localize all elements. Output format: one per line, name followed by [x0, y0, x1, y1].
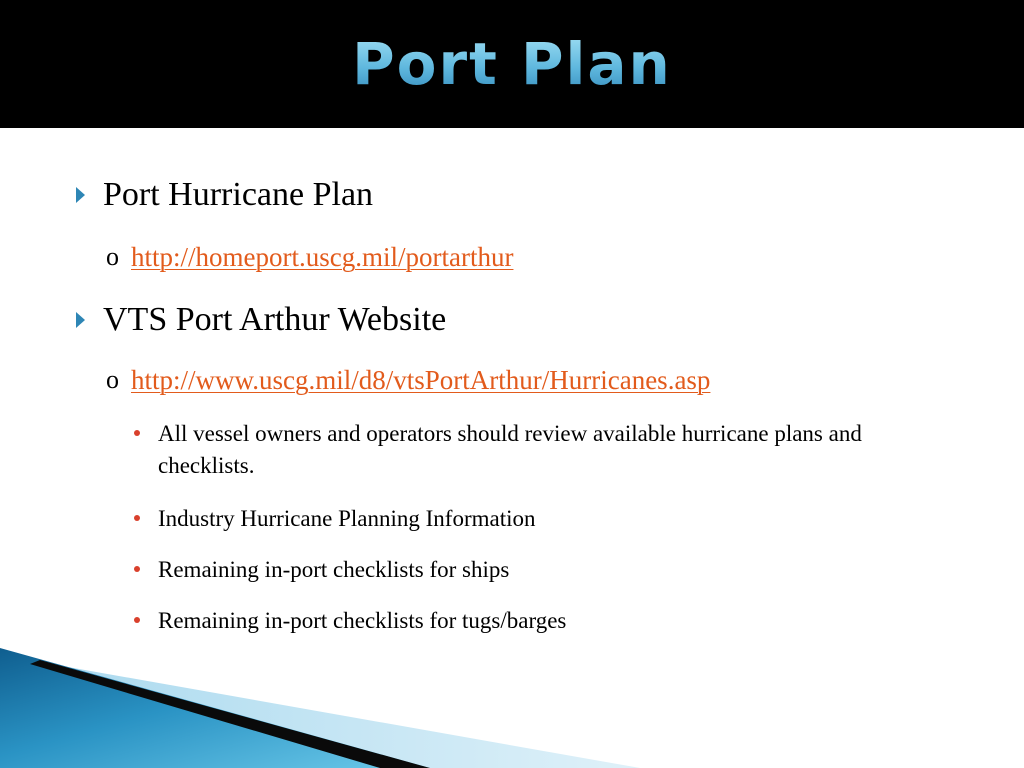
link-vts-hurricanes[interactable]: http://www.uscg.mil/d8/vtsPortArthur/Hurricanes.asp: [131, 365, 711, 395]
link-homeport[interactable]: http://homeport.uscg.mil/portarthur: [131, 242, 514, 272]
circle-bullet: o: [106, 365, 119, 394]
sub-item-industry-planning: Industry Hurricane Planning Information: [158, 506, 536, 531]
circle-bullet: o: [106, 242, 119, 271]
slide-title: Port Plan: [0, 28, 1024, 100]
sub-item-tugs-barges-checklists: Remaining in-port checklists for tugs/barges: [158, 608, 567, 633]
sub-item-vessel-owners: All vessel owners and operators should review available hurricane plans and checklists.: [158, 421, 862, 478]
wedge-blue: [0, 648, 430, 768]
bullet-port-hurricane-plan: Port Hurricane Plan: [103, 176, 374, 213]
bullet-vts-port-arthur-website: VTS Port Arthur Website: [103, 301, 447, 338]
sub-item-ships-checklists: Remaining in-port checklists for ships: [158, 557, 510, 582]
